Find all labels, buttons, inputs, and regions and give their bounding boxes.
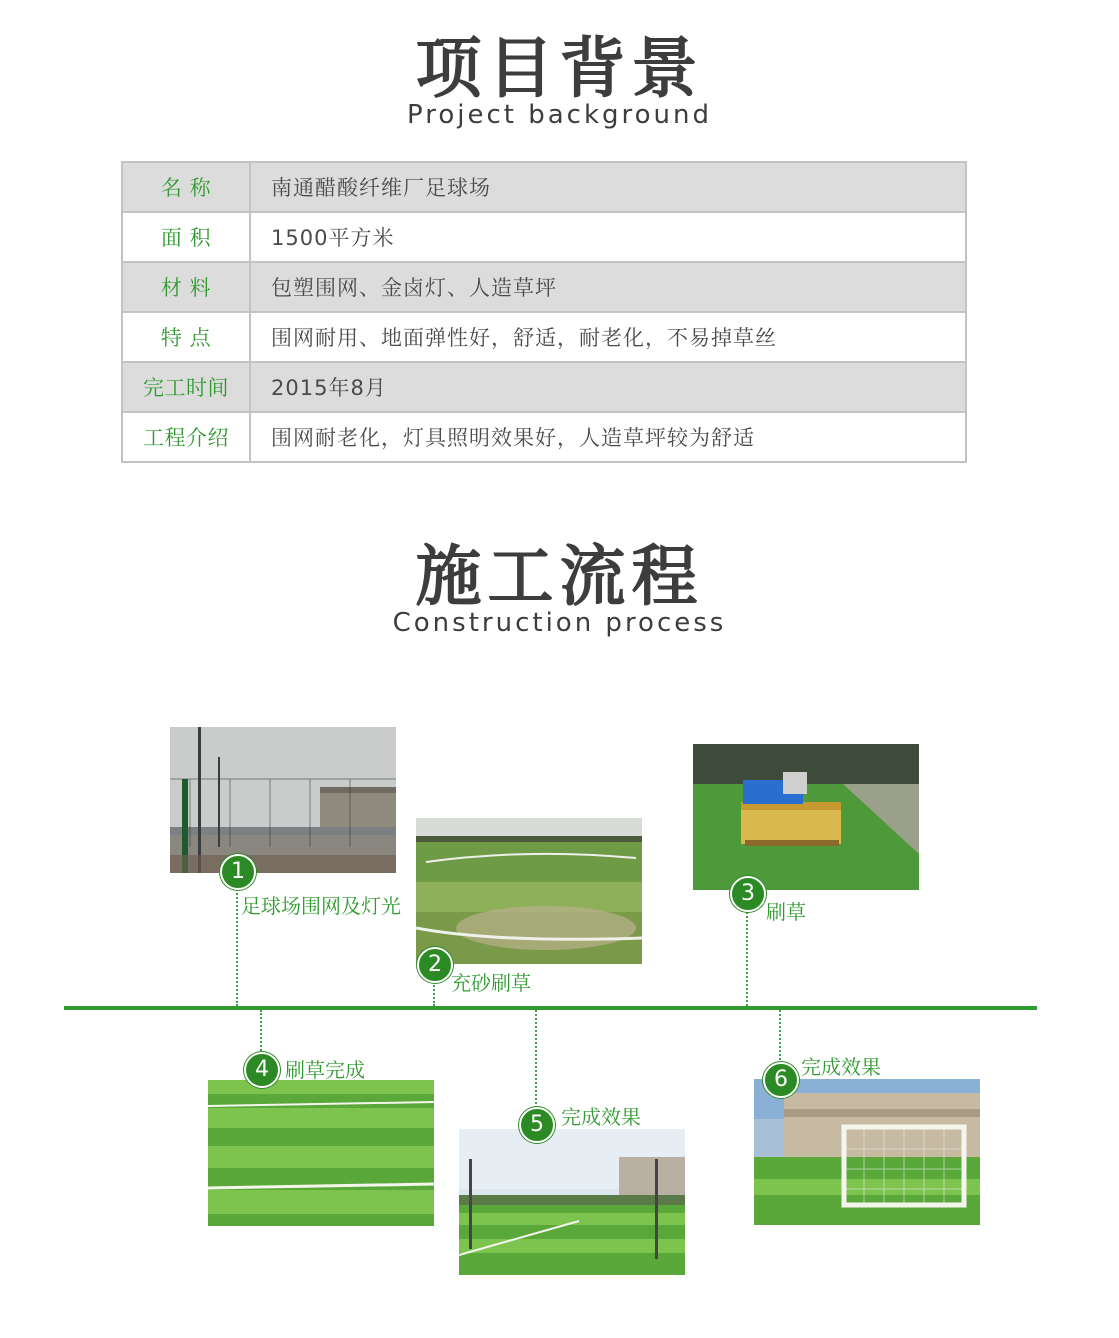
row-label: 特 点 xyxy=(122,312,250,362)
photo-goal-result xyxy=(754,1079,980,1225)
photo-sand-brushing xyxy=(416,818,642,964)
row-label: 名 称 xyxy=(122,162,250,212)
step-label: 完成效果 xyxy=(561,1105,641,1129)
step-label: 足球场围网及灯光 xyxy=(241,894,401,918)
row-value: 包塑围网、金卤灯、人造草坪 xyxy=(250,262,966,312)
step-label: 完成效果 xyxy=(801,1055,881,1079)
table-row xyxy=(122,412,966,462)
step-label: 刷草 xyxy=(766,900,806,924)
row-label: 工程介绍 xyxy=(122,412,250,462)
row-value: 围网耐用、地面弹性好，舒适，耐老化，不易掉草丝 xyxy=(250,312,966,362)
row-value: 2015年8月 xyxy=(250,362,966,412)
section-heading-background xyxy=(0,30,1119,130)
step-number-badge: 4 xyxy=(244,1052,280,1088)
section-title-cn: 项目背景 xyxy=(415,30,704,107)
step-label: 充砂刷草 xyxy=(451,971,531,995)
step-number-badge: 1 xyxy=(220,854,256,890)
photo-brushing-done xyxy=(208,1080,434,1226)
connector-line xyxy=(779,1010,781,1064)
row-label: 完工时间 xyxy=(122,362,250,412)
section-title-en: Project background xyxy=(407,100,712,130)
connector-line xyxy=(746,908,748,1006)
photo-brushing-machine xyxy=(693,744,919,890)
step-number-badge: 5 xyxy=(519,1107,555,1143)
step-number-badge: 6 xyxy=(763,1062,799,1098)
photo-fence-lights xyxy=(170,727,396,873)
row-label: 面 积 xyxy=(122,212,250,262)
row-value: 围网耐老化，灯具照明效果好，人造草坪较为舒适 xyxy=(250,412,966,462)
photo-completed-field xyxy=(459,1129,685,1275)
section-title-cn: 施工流程 xyxy=(415,538,704,615)
timeline-line xyxy=(64,1006,1037,1010)
project-info-table xyxy=(121,161,967,463)
table-row xyxy=(122,362,966,412)
table-row xyxy=(122,212,966,262)
row-label: 材 料 xyxy=(122,262,250,312)
row-value: 南通醋酸纤维厂足球场 xyxy=(250,162,966,212)
connector-line xyxy=(535,1010,537,1108)
table-row xyxy=(122,312,966,362)
connector-line xyxy=(236,886,238,1006)
section-title-en: Construction process xyxy=(392,608,727,638)
step-label: 刷草完成 xyxy=(285,1058,365,1082)
step-number-badge: 2 xyxy=(417,947,453,983)
section-heading-process xyxy=(0,538,1119,638)
table-row xyxy=(122,162,966,212)
table-row xyxy=(122,262,966,312)
connector-line xyxy=(260,1010,262,1054)
step-number-badge: 3 xyxy=(730,876,766,912)
row-value: 1500平方米 xyxy=(250,212,966,262)
